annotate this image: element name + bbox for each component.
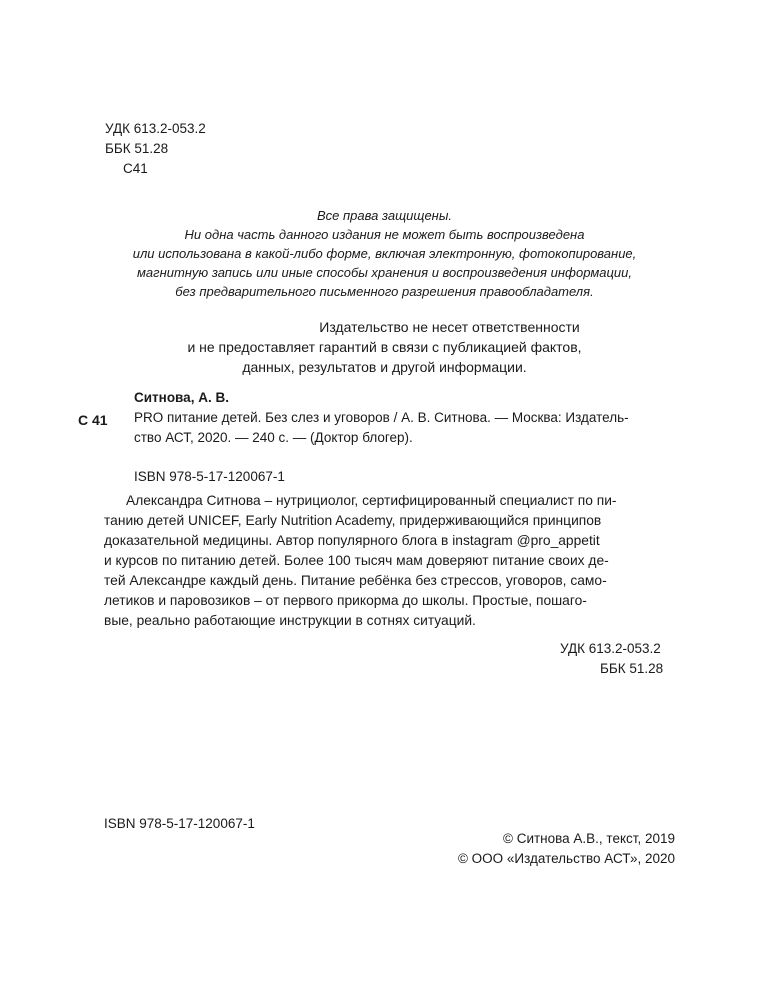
udk-code: УДК 613.2-053.2 — [105, 121, 206, 136]
bibliographic-side-code: С 41 — [78, 412, 108, 428]
annotation-line: танию детей UNICEF, Early Nutrition Academy, придерживающийся принципов — [104, 513, 602, 528]
publisher-disclaimer — [100, 317, 669, 377]
classification-codes-top — [105, 119, 206, 179]
isbn: ISBN 978-5-17-120067-1 — [134, 469, 285, 484]
bib-line: PRO питание детей. Без слез и уговоров / А. В. Ситнова. — Москва: Издатель- — [134, 410, 629, 425]
author-name: Ситнова, А. В. — [134, 390, 229, 405]
annotation-line: доказательной медицины. Автор популярного блога в instagram @pro_appetit — [104, 533, 600, 548]
bib-line: ство АСТ, 2020. — 240 с. — (Доктор блогер). — [134, 430, 413, 445]
disclaimer-line: Издательство не несет ответственности — [319, 319, 580, 335]
rights-line: Ни одна часть данного издания не может быть воспроизведена — [184, 227, 585, 242]
annotation-line: тей Александре каждый день. Питание ребёнка без стрессов, уговоров, само- — [104, 573, 607, 588]
rights-line: или использована в какой-либо форме, включая электронную, фотокопирование, — [132, 246, 637, 261]
udk-code: УДК 613.2-053.2 — [560, 641, 661, 656]
rights-notice — [100, 206, 669, 301]
annotation-line: вые, реально работающие инструкции в сотнях ситуаций. — [104, 613, 476, 628]
author-mark: С41 — [123, 161, 148, 176]
bbk-code: ББК 51.28 — [105, 141, 169, 156]
rights-line: магнитную запись или иные способы хранения и воспроизведения информации, — [137, 265, 632, 280]
annotation-line: Александра Ситнова – нутрициолог, сертифицированный специалист по пи- — [126, 493, 617, 508]
copyright-text: © Ситнова А.В., текст, 2019 — [503, 831, 675, 846]
annotation-line: летиков и паровозиков – от первого прикорма до школы. Простые, пошаго- — [104, 593, 587, 608]
isbn-bottom: ISBN 978-5-17-120067-1 — [104, 816, 255, 831]
disclaimer-line: и не предоставляет гарантий в связи с публикацией фактов, — [187, 339, 582, 355]
rights-line: Все права защищены. — [316, 208, 452, 223]
classification-codes-bottom — [560, 639, 663, 679]
bbk-code: ББК 51.28 — [600, 661, 664, 676]
copyright-block — [458, 829, 675, 869]
annotation — [104, 491, 676, 631]
annotation-line: и курсов по питанию детей. Более 100 тысяч мам доверяют питание своих де- — [104, 553, 609, 568]
copyright-publisher: © ООО «Издательство АСТ», 2020 — [457, 851, 675, 866]
disclaimer-line: данных, результатов и другой информации. — [242, 359, 527, 375]
rights-line: без предварительного письменного разрешения правообладателя. — [175, 284, 594, 299]
bibliographic-record — [134, 388, 670, 487]
